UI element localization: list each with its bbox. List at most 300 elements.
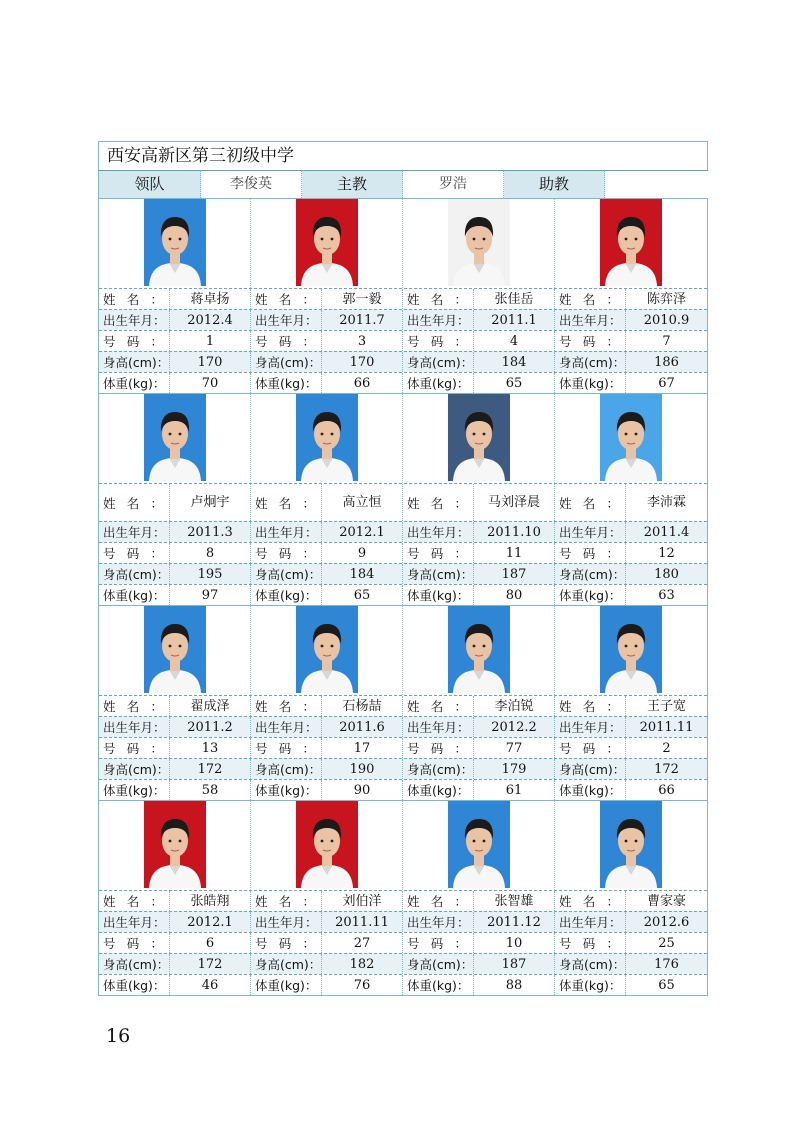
field-label-weight: 体重(kg)： xyxy=(407,978,470,993)
field-label-birth: 出生年月： xyxy=(255,720,318,735)
photo-row xyxy=(99,605,707,695)
player-number: 6 xyxy=(169,933,250,953)
photo-cell xyxy=(99,801,251,890)
field-label-number: 号 码 ： xyxy=(407,936,467,951)
field-pair xyxy=(555,585,707,605)
field-pair xyxy=(403,738,555,758)
row-weight xyxy=(99,779,707,800)
player-photo xyxy=(296,199,358,286)
field-label-number: 号 码 ： xyxy=(103,546,163,561)
player-birth: 2012.4 xyxy=(169,310,250,330)
field-pair xyxy=(99,522,251,542)
photo-cell xyxy=(251,199,403,288)
coach-name-assistant xyxy=(605,171,709,198)
player-height: 187 xyxy=(473,564,554,584)
field-label-height: 身高(cm)： xyxy=(559,567,626,582)
player-birth: 2011.3 xyxy=(169,522,250,542)
field-label-weight: 体重(kg)： xyxy=(103,588,166,603)
player-weight: 80 xyxy=(473,585,554,605)
row-height xyxy=(99,351,707,372)
field-label-name: 姓 名 ： xyxy=(255,894,315,909)
player-number: 11 xyxy=(473,543,554,563)
player-weight: 65 xyxy=(625,975,707,995)
field-label-birth: 出生年月： xyxy=(559,313,622,328)
field-label-birth: 出生年月： xyxy=(103,525,166,540)
field-label-name: 姓 名 ： xyxy=(407,495,467,511)
portrait-photo-svg xyxy=(600,199,662,286)
field-pair xyxy=(251,738,403,758)
field-pair xyxy=(99,289,251,309)
player-birth: 2012.6 xyxy=(625,912,707,932)
field-label-number: 号 码 ： xyxy=(559,546,619,561)
field-pair xyxy=(251,289,403,309)
player-name: 曹家豪 xyxy=(625,891,707,911)
field-label-name: 姓 名 ： xyxy=(255,699,315,714)
field-pair xyxy=(99,717,251,737)
row-height xyxy=(99,953,707,974)
field-pair xyxy=(403,696,555,716)
player-number: 12 xyxy=(625,543,707,563)
player-photo xyxy=(144,199,206,286)
player-birth: 2011.11 xyxy=(625,717,707,737)
field-label-number: 号 码 ： xyxy=(559,334,619,349)
player-photo xyxy=(448,199,510,286)
field-label-birth: 出生年月： xyxy=(559,915,622,930)
player-weight: 65 xyxy=(321,585,402,605)
player-weight: 61 xyxy=(473,780,554,800)
school-title: 西安高新区第三初级中学 xyxy=(98,141,708,171)
field-label-birth: 出生年月： xyxy=(255,525,318,540)
field-label-name: 姓 名 ： xyxy=(255,495,315,511)
field-label-birth: 出生年月： xyxy=(559,720,622,735)
portrait-photo-svg xyxy=(296,801,358,888)
player-weight: 67 xyxy=(625,373,707,393)
field-pair xyxy=(99,352,251,372)
field-pair xyxy=(555,954,707,974)
field-pair xyxy=(251,759,403,779)
field-pair xyxy=(403,912,555,932)
photo-cell xyxy=(403,606,555,695)
field-pair xyxy=(99,975,251,995)
photo-row xyxy=(99,393,707,483)
row-number xyxy=(99,932,707,953)
field-label-birth: 出生年月： xyxy=(407,915,470,930)
field-label-weight: 体重(kg)： xyxy=(559,978,622,993)
portrait-photo-svg xyxy=(144,801,206,888)
field-pair xyxy=(251,891,403,911)
player-height: 187 xyxy=(473,954,554,974)
field-label-weight: 体重(kg)： xyxy=(103,376,166,391)
player-photo xyxy=(144,606,206,693)
photo-cell xyxy=(99,606,251,695)
field-pair xyxy=(403,543,555,563)
field-label-name: 姓 名 ： xyxy=(407,894,467,909)
player-height: 172 xyxy=(169,759,250,779)
field-label-weight: 体重(kg)： xyxy=(407,783,470,798)
player-name: 高立恒 xyxy=(321,484,402,521)
field-pair xyxy=(403,331,555,351)
field-label-birth: 出生年月： xyxy=(103,313,166,328)
field-label-birth: 出生年月： xyxy=(559,525,622,540)
field-pair xyxy=(99,738,251,758)
field-pair xyxy=(403,717,555,737)
field-label-weight: 体重(kg)： xyxy=(559,376,622,391)
portrait-photo-svg xyxy=(600,801,662,888)
field-pair xyxy=(251,352,403,372)
photo-row xyxy=(99,198,707,288)
field-label-name: 姓 名 ： xyxy=(559,699,619,714)
field-pair xyxy=(555,543,707,563)
player-birth: 2011.12 xyxy=(473,912,554,932)
field-pair xyxy=(403,975,555,995)
field-pair xyxy=(251,717,403,737)
field-pair xyxy=(251,484,403,521)
player-name: 张佳岳 xyxy=(473,289,554,309)
field-pair xyxy=(99,780,251,800)
row-number xyxy=(99,542,707,563)
coach-name-head: 罗浩 xyxy=(403,171,504,198)
portrait-photo-svg xyxy=(296,199,358,286)
field-pair xyxy=(251,543,403,563)
player-height: 176 xyxy=(625,954,707,974)
field-label-name: 姓 名 ： xyxy=(559,495,619,511)
field-label-number: 号 码 ： xyxy=(559,936,619,951)
field-label-height: 身高(cm)： xyxy=(559,957,626,972)
field-pair xyxy=(251,780,403,800)
photo-cell xyxy=(403,199,555,288)
row-height xyxy=(99,758,707,779)
field-label-name: 姓 名 ： xyxy=(407,292,467,307)
field-pair xyxy=(555,310,707,330)
portrait-photo-svg xyxy=(144,606,206,693)
field-pair xyxy=(99,912,251,932)
player-photo xyxy=(144,801,206,888)
field-label-number: 号 码 ： xyxy=(255,936,315,951)
photo-cell xyxy=(251,801,403,890)
field-pair xyxy=(99,891,251,911)
table-bottom-rule xyxy=(98,995,708,996)
field-pair xyxy=(403,780,555,800)
player-name: 蒋卓扬 xyxy=(169,289,250,309)
field-label-height: 身高(cm)： xyxy=(255,355,322,370)
field-label-height: 身高(cm)： xyxy=(407,957,474,972)
player-name: 李沛霖 xyxy=(625,484,707,521)
field-label-number: 号 码 ： xyxy=(407,546,467,561)
player-birth: 2011.1 xyxy=(473,310,554,330)
player-photo xyxy=(448,801,510,888)
field-label-weight: 体重(kg)： xyxy=(559,783,622,798)
field-label-height: 身高(cm)： xyxy=(103,957,170,972)
player-weight: 90 xyxy=(321,780,402,800)
player-number: 7 xyxy=(625,331,707,351)
player-number: 4 xyxy=(473,331,554,351)
field-pair xyxy=(555,912,707,932)
portrait-photo-svg xyxy=(144,394,206,481)
player-birth: 2011.11 xyxy=(321,912,402,932)
player-birth: 2011.7 xyxy=(321,310,402,330)
field-label-birth: 出生年月： xyxy=(255,915,318,930)
field-pair xyxy=(99,331,251,351)
field-pair xyxy=(251,696,403,716)
field-pair xyxy=(251,564,403,584)
field-pair xyxy=(555,975,707,995)
row-name xyxy=(99,483,707,521)
portrait-photo-svg xyxy=(296,606,358,693)
player-number: 9 xyxy=(321,543,402,563)
player-name: 王子宽 xyxy=(625,696,707,716)
player-height: 170 xyxy=(169,352,250,372)
player-photo xyxy=(600,199,662,286)
player-photo xyxy=(296,606,358,693)
player-weight: 46 xyxy=(169,975,250,995)
field-pair xyxy=(99,759,251,779)
row-height xyxy=(99,563,707,584)
field-label-name: 姓 名 ： xyxy=(103,292,163,307)
field-pair xyxy=(251,975,403,995)
field-pair xyxy=(555,696,707,716)
field-label-weight: 体重(kg)： xyxy=(103,783,166,798)
player-height: 172 xyxy=(169,954,250,974)
player-number: 2 xyxy=(625,738,707,758)
photo-cell xyxy=(403,801,555,890)
row-weight xyxy=(99,372,707,393)
field-pair xyxy=(251,373,403,393)
field-label-number: 号 码 ： xyxy=(407,334,467,349)
field-label-name: 姓 名 ： xyxy=(103,894,163,909)
player-weight: 76 xyxy=(321,975,402,995)
player-height: 180 xyxy=(625,564,707,584)
field-pair xyxy=(403,310,555,330)
field-label-weight: 体重(kg)： xyxy=(255,588,318,603)
player-birth: 2012.2 xyxy=(473,717,554,737)
field-pair xyxy=(251,954,403,974)
player-name: 郭一毅 xyxy=(321,289,402,309)
player-group xyxy=(98,605,708,800)
field-pair xyxy=(555,564,707,584)
player-group xyxy=(98,393,708,605)
field-pair xyxy=(99,696,251,716)
coach-label-assistant: 助教 xyxy=(504,171,605,198)
field-label-height: 身高(cm)： xyxy=(559,355,626,370)
field-pair xyxy=(403,564,555,584)
player-height: 184 xyxy=(321,564,402,584)
player-photo xyxy=(600,801,662,888)
row-birth xyxy=(99,716,707,737)
field-pair xyxy=(555,373,707,393)
portrait-photo-svg xyxy=(448,199,510,286)
field-pair xyxy=(403,933,555,953)
field-pair xyxy=(555,738,707,758)
field-label-height: 身高(cm)： xyxy=(255,567,322,582)
player-photo xyxy=(296,394,358,481)
field-pair xyxy=(403,759,555,779)
field-pair xyxy=(251,933,403,953)
field-label-birth: 出生年月： xyxy=(407,720,470,735)
player-weight: 66 xyxy=(321,373,402,393)
photo-cell xyxy=(99,394,251,483)
field-pair xyxy=(403,373,555,393)
field-label-name: 姓 名 ： xyxy=(255,292,315,307)
field-pair xyxy=(403,352,555,372)
field-pair xyxy=(99,954,251,974)
field-pair xyxy=(555,484,707,521)
field-pair xyxy=(555,780,707,800)
portrait-photo-svg xyxy=(448,394,510,481)
field-label-birth: 出生年月： xyxy=(103,720,166,735)
player-height: 184 xyxy=(473,352,554,372)
field-label-name: 姓 名 ： xyxy=(103,699,163,714)
field-label-birth: 出生年月： xyxy=(407,313,470,328)
portrait-photo-svg xyxy=(600,394,662,481)
roster-table xyxy=(98,141,708,996)
field-label-weight: 体重(kg)： xyxy=(407,376,470,391)
photo-cell xyxy=(251,394,403,483)
player-weight: 70 xyxy=(169,373,250,393)
field-label-height: 身高(cm)： xyxy=(559,762,626,777)
field-pair xyxy=(251,310,403,330)
player-number: 3 xyxy=(321,331,402,351)
player-weight: 97 xyxy=(169,585,250,605)
row-number xyxy=(99,330,707,351)
field-label-weight: 体重(kg)： xyxy=(407,588,470,603)
coach-row xyxy=(98,171,708,198)
field-label-height: 身高(cm)： xyxy=(255,762,322,777)
field-label-number: 号 码 ： xyxy=(255,546,315,561)
player-height: 182 xyxy=(321,954,402,974)
player-birth: 2012.1 xyxy=(321,522,402,542)
player-height: 172 xyxy=(625,759,707,779)
field-label-height: 身高(cm)： xyxy=(103,567,170,582)
player-birth: 2011.4 xyxy=(625,522,707,542)
row-weight xyxy=(99,584,707,605)
field-pair xyxy=(555,759,707,779)
row-number xyxy=(99,737,707,758)
field-label-birth: 出生年月： xyxy=(103,915,166,930)
player-number: 17 xyxy=(321,738,402,758)
player-photo xyxy=(600,394,662,481)
player-name: 马刘泽晨 xyxy=(473,484,554,521)
portrait-photo-svg xyxy=(448,606,510,693)
field-pair xyxy=(251,585,403,605)
field-label-height: 身高(cm)： xyxy=(103,762,170,777)
field-label-weight: 体重(kg)： xyxy=(255,783,318,798)
field-label-weight: 体重(kg)： xyxy=(255,978,318,993)
field-label-number: 号 码 ： xyxy=(103,334,163,349)
portrait-photo-svg xyxy=(600,606,662,693)
field-label-height: 身高(cm)： xyxy=(407,567,474,582)
player-name: 张智雄 xyxy=(473,891,554,911)
field-pair xyxy=(403,891,555,911)
field-label-number: 号 码 ： xyxy=(103,936,163,951)
field-pair xyxy=(99,564,251,584)
player-name: 张皓翔 xyxy=(169,891,250,911)
player-group xyxy=(98,800,708,995)
player-birth: 2011.2 xyxy=(169,717,250,737)
player-weight: 63 xyxy=(625,585,707,605)
player-name: 刘伯洋 xyxy=(321,891,402,911)
field-label-height: 身高(cm)： xyxy=(407,762,474,777)
row-name xyxy=(99,890,707,911)
row-weight xyxy=(99,974,707,995)
player-number: 77 xyxy=(473,738,554,758)
field-pair xyxy=(99,543,251,563)
field-pair xyxy=(99,310,251,330)
field-pair xyxy=(403,954,555,974)
player-height: 190 xyxy=(321,759,402,779)
row-birth xyxy=(99,309,707,330)
field-pair xyxy=(99,933,251,953)
player-photo xyxy=(448,394,510,481)
player-weight: 65 xyxy=(473,373,554,393)
player-name: 翟成泽 xyxy=(169,696,250,716)
player-photo xyxy=(296,801,358,888)
photo-row xyxy=(99,800,707,890)
field-label-height: 身高(cm)： xyxy=(407,355,474,370)
player-birth: 2011.6 xyxy=(321,717,402,737)
field-label-weight: 体重(kg)： xyxy=(559,588,622,603)
field-label-weight: 体重(kg)： xyxy=(103,978,166,993)
field-pair xyxy=(403,522,555,542)
player-birth: 2012.1 xyxy=(169,912,250,932)
player-number: 8 xyxy=(169,543,250,563)
player-height: 186 xyxy=(625,352,707,372)
field-pair xyxy=(99,484,251,521)
player-group xyxy=(98,198,708,393)
field-pair xyxy=(555,522,707,542)
field-pair xyxy=(555,717,707,737)
field-label-number: 号 码 ： xyxy=(255,741,315,756)
field-pair xyxy=(403,289,555,309)
photo-cell xyxy=(99,199,251,288)
field-label-name: 姓 名 ： xyxy=(407,699,467,714)
field-label-height: 身高(cm)： xyxy=(103,355,170,370)
field-pair xyxy=(99,373,251,393)
player-birth: 2010.9 xyxy=(625,310,707,330)
player-birth: 2011.10 xyxy=(473,522,554,542)
player-name: 卢炯宇 xyxy=(169,484,250,521)
field-pair xyxy=(251,912,403,932)
field-label-weight: 体重(kg)： xyxy=(255,376,318,391)
player-photo xyxy=(144,394,206,481)
row-birth xyxy=(99,521,707,542)
photo-cell xyxy=(555,801,707,890)
portrait-photo-svg xyxy=(296,394,358,481)
player-number: 27 xyxy=(321,933,402,953)
field-label-birth: 出生年月： xyxy=(407,525,470,540)
row-name xyxy=(99,288,707,309)
field-label-number: 号 码 ： xyxy=(255,334,315,349)
field-pair xyxy=(99,585,251,605)
portrait-photo-svg xyxy=(448,801,510,888)
field-label-name: 姓 名 ： xyxy=(559,894,619,909)
field-label-number: 号 码 ： xyxy=(103,741,163,756)
field-pair xyxy=(555,331,707,351)
field-label-name: 姓 名 ： xyxy=(103,495,163,511)
player-name: 石杨喆 xyxy=(321,696,402,716)
player-name: 陈弈泽 xyxy=(625,289,707,309)
field-label-number: 号 码 ： xyxy=(407,741,467,756)
player-number: 10 xyxy=(473,933,554,953)
player-height: 179 xyxy=(473,759,554,779)
field-label-number: 号 码 ： xyxy=(559,741,619,756)
field-label-name: 姓 名 ： xyxy=(559,292,619,307)
field-pair xyxy=(403,585,555,605)
photo-cell xyxy=(403,394,555,483)
row-birth xyxy=(99,911,707,932)
player-number: 1 xyxy=(169,331,250,351)
photo-cell xyxy=(555,199,707,288)
player-photo xyxy=(448,606,510,693)
